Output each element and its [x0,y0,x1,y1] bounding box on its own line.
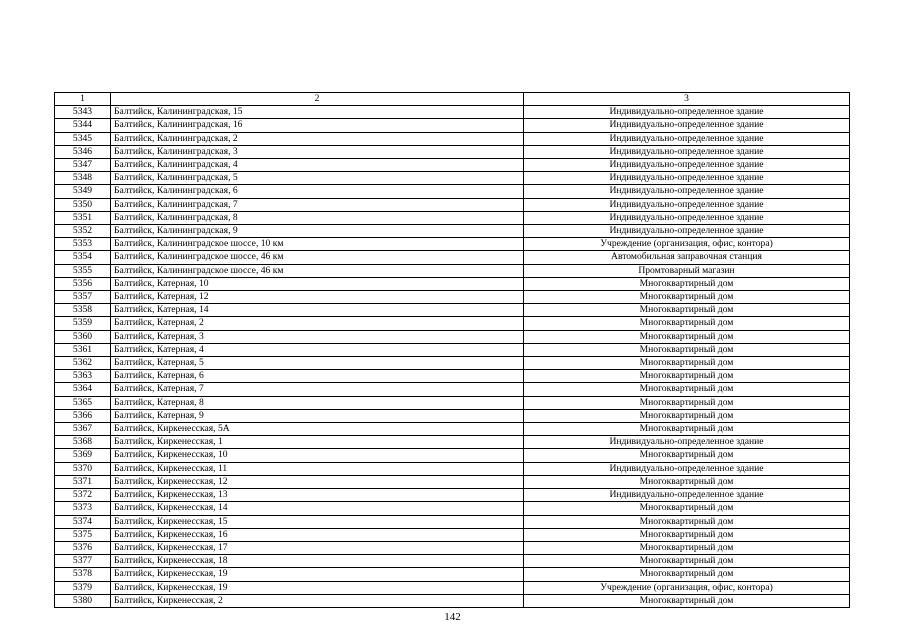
row-number: 5361 [55,343,111,356]
table-header-row [55,93,850,106]
row-number: 5359 [55,317,111,330]
column-header-2: 2 [111,93,524,106]
table-row [55,555,850,568]
row-number: 5363 [55,370,111,383]
table-row [55,502,850,515]
row-address: Балтийск, Катерная, 12 [111,291,524,304]
row-object-type: Многоквартирный дом [524,343,850,356]
row-number: 5364 [55,383,111,396]
row-object-type: Многоквартирный дом [524,277,850,290]
row-number: 5366 [55,409,111,422]
row-address: Балтийск, Киркенесская, 17 [111,541,524,554]
row-number: 5343 [55,106,111,119]
table-row [55,277,850,290]
table-row [55,475,850,488]
row-address: Балтийск, Калининградская, 7 [111,198,524,211]
table-row [55,343,850,356]
table-row [55,291,850,304]
row-address: Балтийск, Катерная, 4 [111,343,524,356]
table-row [55,462,850,475]
row-object-type: Многоквартирный дом [524,515,850,528]
table-row [55,541,850,554]
row-address: Балтийск, Катерная, 5 [111,357,524,370]
row-object-type: Многоквартирный дом [524,370,850,383]
row-address: Балтийск, Катерная, 9 [111,409,524,422]
row-address: Балтийск, Катерная, 7 [111,383,524,396]
row-address: Балтийск, Катерная, 14 [111,304,524,317]
row-number: 5376 [55,541,111,554]
row-number: 5368 [55,436,111,449]
column-header-3: 3 [524,93,850,106]
row-object-type: Индивидуально-определенное здание [524,489,850,502]
row-number: 5344 [55,119,111,132]
row-object-type: Автомобильная заправочная станция [524,251,850,264]
row-number: 5347 [55,159,111,172]
row-number: 5350 [55,198,111,211]
row-object-type: Многоквартирный дом [524,528,850,541]
row-address: Балтийск, Катерная, 8 [111,396,524,409]
row-address: Балтийск, Калининградская, 8 [111,211,524,224]
row-number: 5378 [55,568,111,581]
row-object-type: Учреждение (организация, офис, контора) [524,238,850,251]
table-row [55,568,850,581]
row-number: 5348 [55,172,111,185]
table-row [55,264,850,277]
row-number: 5379 [55,581,111,594]
row-address: Балтийск, Калининградская, 5 [111,172,524,185]
table-row [55,436,850,449]
row-number: 5357 [55,291,111,304]
row-address: Балтийск, Калининградская, 16 [111,119,524,132]
row-object-type: Многоквартирный дом [524,291,850,304]
row-address: Балтийск, Киркенесская, 5А [111,423,524,436]
row-object-type: Многоквартирный дом [524,423,850,436]
row-object-type: Промтоварный магазин [524,264,850,277]
table-row [55,145,850,158]
row-address: Балтийск, Калининградское шоссе, 46 км [111,264,524,277]
row-number: 5345 [55,132,111,145]
row-object-type: Многоквартирный дом [524,317,850,330]
table-row [55,489,850,502]
row-object-type: Индивидуально-определенное здание [524,145,850,158]
row-address: Балтийск, Калининградская, 15 [111,106,524,119]
row-object-type: Многоквартирный дом [524,594,850,607]
row-object-type: Многоквартирный дом [524,541,850,554]
row-address: Балтийск, Киркенесская, 14 [111,502,524,515]
row-number: 5362 [55,357,111,370]
row-object-type: Многоквартирный дом [524,357,850,370]
row-object-type: Индивидуально-определенное здание [524,106,850,119]
table-row [55,211,850,224]
row-number: 5367 [55,423,111,436]
row-address: Балтийск, Киркенесская, 19 [111,581,524,594]
row-object-type: Индивидуально-определенное здание [524,225,850,238]
row-number: 5355 [55,264,111,277]
row-number: 5377 [55,555,111,568]
table-row [55,317,850,330]
row-address: Балтийск, Калининградское шоссе, 46 км [111,251,524,264]
table-row [55,225,850,238]
row-address: Балтийск, Калининградская, 3 [111,145,524,158]
row-object-type: Многоквартирный дом [524,383,850,396]
table-row [55,132,850,145]
table-row [55,528,850,541]
row-object-type: Многоквартирный дом [524,330,850,343]
row-number: 5349 [55,185,111,198]
table-row [55,409,850,422]
row-address: Балтийск, Киркенесская, 13 [111,489,524,502]
row-address: Балтийск, Катерная, 3 [111,330,524,343]
row-object-type: Индивидуально-определенное здание [524,462,850,475]
row-number: 5352 [55,225,111,238]
row-object-type: Индивидуально-определенное здание [524,119,850,132]
table-row [55,396,850,409]
row-address: Балтийск, Калининградская, 6 [111,185,524,198]
row-object-type: Индивидуально-определенное здание [524,211,850,224]
row-address: Балтийск, Калининградская, 2 [111,132,524,145]
row-address: Балтийск, Катерная, 2 [111,317,524,330]
row-object-type: Индивидуально-определенное здание [524,198,850,211]
table-row [55,238,850,251]
row-number: 5358 [55,304,111,317]
table-row [55,357,850,370]
row-address: Балтийск, Киркенесская, 15 [111,515,524,528]
address-table [54,92,850,608]
row-object-type: Индивидуально-определенное здание [524,159,850,172]
table-row [55,251,850,264]
row-address: Балтийск, Киркенесская, 2 [111,594,524,607]
row-address: Балтийск, Киркенесская, 12 [111,475,524,488]
page-number: 142 [444,611,461,623]
row-address: Балтийск, Киркенесская, 19 [111,568,524,581]
row-number: 5374 [55,515,111,528]
table-row [55,185,850,198]
row-object-type: Многоквартирный дом [524,396,850,409]
table-row [55,594,850,607]
row-number: 5365 [55,396,111,409]
row-address: Балтийск, Киркенесская, 16 [111,528,524,541]
row-object-type: Индивидуально-определенное здание [524,172,850,185]
row-number: 5375 [55,528,111,541]
table-row [55,449,850,462]
row-number: 5360 [55,330,111,343]
table-row [55,198,850,211]
row-address: Балтийск, Киркенесская, 10 [111,449,524,462]
row-object-type: Многоквартирный дом [524,304,850,317]
table-row [55,304,850,317]
row-object-type: Учреждение (организация, офис, контора) [524,581,850,594]
row-address: Балтийск, Калининградская, 9 [111,225,524,238]
row-number: 5351 [55,211,111,224]
row-number: 5372 [55,489,111,502]
row-object-type: Многоквартирный дом [524,555,850,568]
column-header-1: 1 [55,93,111,106]
row-object-type: Индивидуально-определенное здание [524,132,850,145]
row-object-type: Индивидуально-определенное здание [524,436,850,449]
table-body [55,93,850,608]
table-row [55,423,850,436]
row-address: Балтийск, Катерная, 6 [111,370,524,383]
row-object-type: Индивидуально-определенное здание [524,185,850,198]
row-number: 5373 [55,502,111,515]
row-number: 5356 [55,277,111,290]
row-address: Балтийск, Киркенесская, 18 [111,555,524,568]
row-object-type: Многоквартирный дом [524,449,850,462]
table-row [55,159,850,172]
table-row [55,119,850,132]
row-number: 5354 [55,251,111,264]
table-row [55,330,850,343]
row-object-type: Многоквартирный дом [524,502,850,515]
table-row [55,581,850,594]
table-row [55,370,850,383]
table-row [55,383,850,396]
table-row [55,515,850,528]
row-number: 5380 [55,594,111,607]
row-address: Балтийск, Киркенесская, 11 [111,462,524,475]
row-number: 5369 [55,449,111,462]
row-object-type: Многоквартирный дом [524,409,850,422]
row-address: Балтийск, Киркенесская, 1 [111,436,524,449]
row-number: 5346 [55,145,111,158]
row-number: 5370 [55,462,111,475]
row-address: Балтийск, Калининградское шоссе, 10 км [111,238,524,251]
row-number: 5371 [55,475,111,488]
row-address: Балтийск, Калининградская, 4 [111,159,524,172]
table-row [55,106,850,119]
row-number: 5353 [55,238,111,251]
row-object-type: Многоквартирный дом [524,568,850,581]
row-address: Балтийск, Катерная, 10 [111,277,524,290]
table-row [55,172,850,185]
row-object-type: Многоквартирный дом [524,475,850,488]
